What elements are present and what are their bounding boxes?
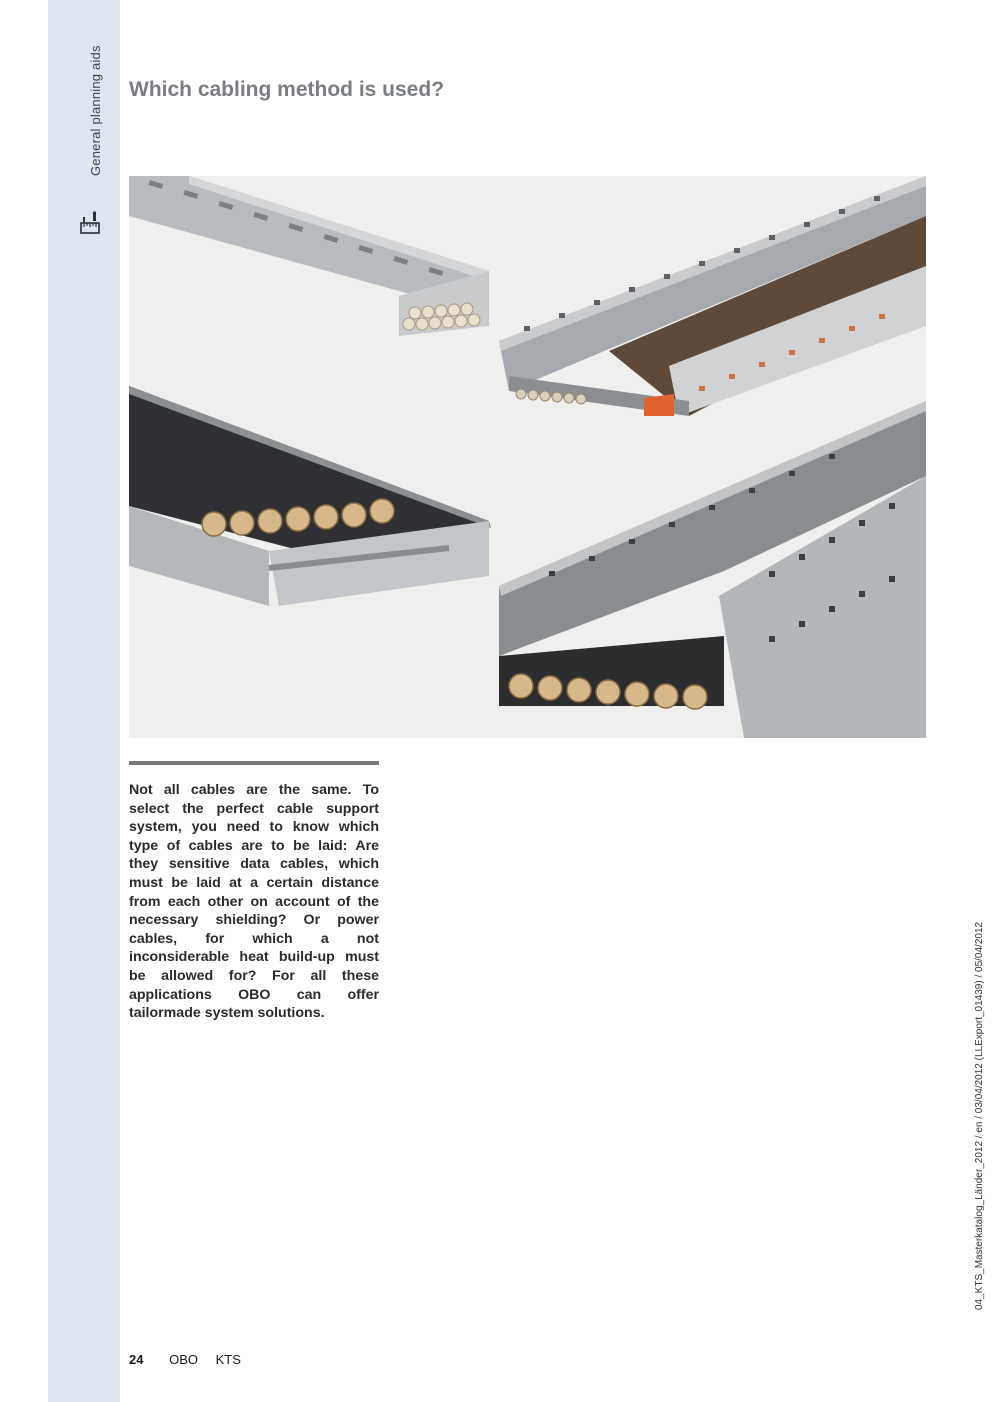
intro-paragraph: Not all cables are the same. To select the perfect cable support system, you need to know which type of cables are to be laid: Are they sensitive data cables, which must be laid at a certain distance from each other on account of the necessary shielding? Or power cables, for which a not inconsiderable heat build-up must be allowed for? For all these applications OBO can offer tailormade system solutions.: [129, 782, 379, 1022]
page-number: 24: [129, 1352, 144, 1367]
footer-product: KTS: [215, 1352, 241, 1367]
footer-brand: OBO: [169, 1352, 198, 1367]
export-metadata: 04_KTS_Masterkatalog_Länder_2012 / en / 03/04/2012 (LLExport_01439) / 05/04/2012: [974, 921, 985, 1310]
cable-tray-photo: [129, 176, 926, 738]
footer: [129, 1352, 255, 1367]
sidebar-section-title: General planning aids: [88, 45, 103, 176]
section-rule: [129, 761, 379, 765]
ruler-tools-icon: [79, 211, 101, 235]
page-title: Which cabling method is used?: [129, 78, 445, 101]
